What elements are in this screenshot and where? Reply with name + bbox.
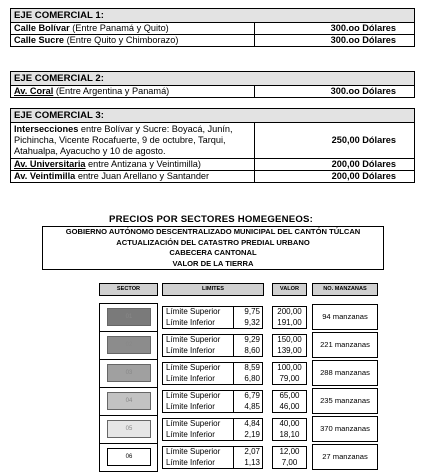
sector-cell [99, 359, 158, 388]
sector-cell [99, 387, 158, 416]
limit-value: 8,60 [244, 345, 260, 355]
street-desc: entre Juan Arellano y Santander [75, 171, 210, 181]
eje-title: EJE COMERCIAL 3: [11, 109, 415, 123]
table-row [11, 35, 415, 47]
street-name: Av. Veintimilla [14, 171, 76, 181]
limits-cell [162, 306, 234, 329]
street-name: Av. Coral [14, 86, 54, 96]
limit-value: 9,75 [244, 307, 260, 316]
sector-swatch: 04 [107, 392, 151, 410]
valor-cell [272, 390, 307, 413]
manzanas-count: 221 manzanas [312, 332, 378, 358]
limits-cell [162, 334, 234, 357]
limit-label: Límite Inferior [166, 429, 215, 439]
limit-label: Límite Superior [166, 419, 221, 428]
limits-cell [162, 362, 234, 385]
limits-cell [162, 446, 234, 469]
valor-value: 191,00 [277, 317, 302, 327]
price-value: 200,00 Dólares [255, 159, 415, 171]
price-value: 300.oo Dólares [255, 86, 415, 98]
limit-value: 9,32 [244, 317, 260, 327]
eje-comercial-3-table [10, 108, 415, 183]
limit-label: Límite Superior [166, 335, 221, 344]
manzanas-count: 370 manzanas [312, 416, 378, 442]
limits-value-column [232, 446, 263, 469]
street-desc: entre Antizana y Veintimilla) [85, 159, 201, 169]
limit-value: 2,19 [244, 429, 260, 439]
institution-header [42, 226, 384, 270]
limit-value: 8,59 [244, 363, 260, 372]
limit-value: 4,84 [244, 419, 260, 428]
header-line: ACTUALIZACIÓN DEL CATASTRO PREDIAL URBANO [116, 237, 310, 247]
street-name: Intersecciones [14, 124, 79, 134]
limit-value: 1,13 [244, 457, 260, 467]
valor-value: 12,00 [279, 447, 300, 456]
sector-swatch: 01 [107, 308, 151, 326]
limit-label: Límite Inferior [166, 401, 215, 411]
price-value: 250,00 Dólares [255, 123, 415, 159]
valor-value: 18,10 [279, 429, 300, 439]
column-header-sector: SECTOR [99, 283, 158, 296]
limit-label: Límite Superior [166, 363, 221, 372]
eje-comercial-2-table [10, 71, 415, 98]
price-value: 200,00 Dólares [255, 171, 415, 183]
limit-value: 2,07 [244, 447, 260, 456]
street-desc: (Entre Argentina y Panamá) [53, 86, 170, 96]
limit-label: Límite Superior [166, 307, 221, 316]
valor-value: 139,00 [277, 345, 302, 355]
limit-label: Límite Superior [166, 391, 221, 400]
street-name: Calle Sucre [14, 35, 65, 45]
valor-value: 7,00 [281, 457, 298, 467]
price-value: 300.oo Dólares [255, 35, 415, 47]
valor-cell [272, 334, 307, 357]
street-name: Av. Universitaria [14, 159, 86, 169]
limit-value: 6,79 [244, 391, 260, 400]
header-line: GOBIERNO AUTÓNOMO DESCENTRALIZADO MUNICIPAL DEL CANTÓN TÚLCAN [65, 227, 361, 236]
valor-value: 40,00 [279, 419, 300, 428]
street-desc: (Entre Panamá y Quito) [69, 23, 169, 33]
manzanas-count: 27 manzanas [312, 444, 378, 470]
limit-label: Límite Inferior [166, 345, 215, 355]
sector-cell [99, 331, 158, 360]
limit-label: Límite Inferior [166, 457, 215, 467]
sector-cell [99, 303, 158, 332]
limit-label: Límite Inferior [166, 317, 215, 327]
limits-value-column [232, 306, 263, 329]
valor-value: 46,00 [279, 401, 300, 411]
street-desc: entre Bolívar y Sucre: Boyacá, Junín, Pichincha, Vicente Rocafuerte, 9 de octubre, Tarqui, Atahualpa, Ayacucho y 10 de agosto. [14, 124, 233, 156]
header-line: VALOR DE LA TIERRA [172, 258, 254, 268]
manzanas-count: 94 manzanas [312, 304, 378, 330]
valor-value: 79,00 [279, 373, 300, 383]
table-row [11, 159, 415, 171]
limit-value: 9,29 [244, 335, 260, 344]
limits-value-column [232, 334, 263, 357]
eje-comercial-1-table [10, 8, 415, 47]
sector-cell [99, 415, 158, 444]
column-header-limites: LIMITES [162, 283, 264, 296]
sector-swatch: 05 [107, 420, 151, 438]
column-header-manzanas: NO. MANZANAS [312, 283, 378, 296]
valor-value: 100,00 [277, 363, 302, 372]
manzanas-count: 235 manzanas [312, 388, 378, 414]
valor-value: 200,00 [277, 307, 302, 316]
eje-title: EJE COMERCIAL 2: [11, 72, 415, 86]
limits-cell [162, 390, 234, 413]
valor-value: 150,00 [277, 335, 302, 344]
valor-cell [272, 306, 307, 329]
street-desc: (Entre Quito y Chimborazo) [64, 35, 179, 45]
limits-value-column [232, 390, 263, 413]
valor-value: 65,00 [279, 391, 300, 400]
limits-cell [162, 418, 234, 441]
limit-value: 4,85 [244, 401, 260, 411]
table-row [11, 23, 415, 35]
street-name: Calle Bolívar [14, 23, 70, 33]
eje-title: EJE COMERCIAL 1: [11, 9, 415, 23]
precios-title: PRECIOS POR SECTORES HOMEGENEOS: [109, 214, 313, 225]
valor-cell [272, 418, 307, 441]
valor-cell [272, 446, 307, 469]
table-row [11, 171, 415, 183]
limit-label: Límite Inferior [166, 373, 215, 383]
sector-swatch: 02 [107, 336, 151, 354]
sector-cell [99, 443, 158, 472]
header-line: CABECERA CANTONAL [169, 248, 257, 258]
column-header-valor: VALOR [272, 283, 307, 296]
price-value: 300.oo Dólares [255, 23, 415, 35]
valor-cell [272, 362, 307, 385]
table-row [11, 86, 415, 98]
limit-label: Límite Superior [166, 447, 221, 456]
manzanas-count: 288 manzanas [312, 360, 378, 386]
limits-value-column [232, 362, 263, 385]
sector-swatch: 06 [107, 448, 151, 466]
limits-value-column [232, 418, 263, 441]
sector-swatch: 03 [107, 364, 151, 382]
table-row [11, 123, 415, 159]
limit-value: 6,80 [244, 373, 260, 383]
